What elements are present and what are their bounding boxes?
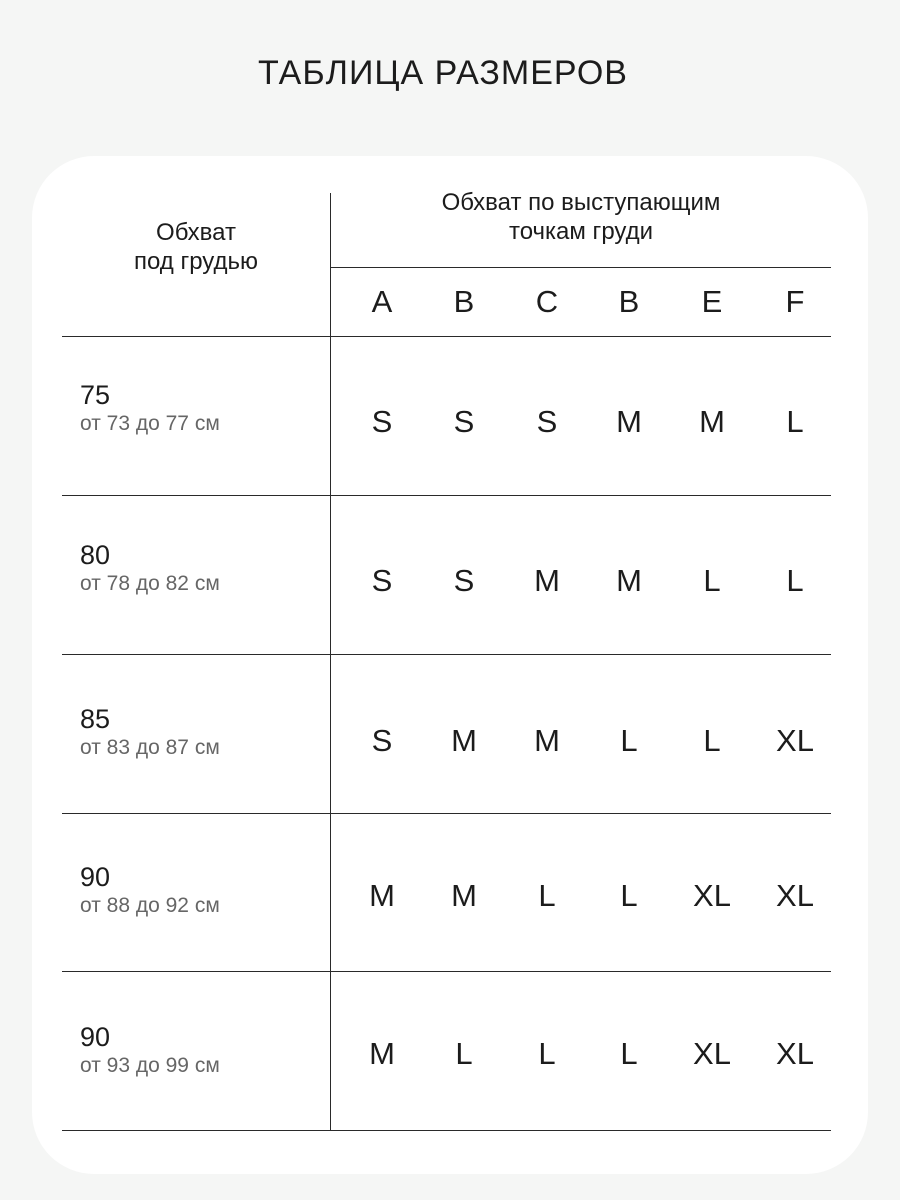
band-size: 75 bbox=[80, 380, 111, 410]
underbust-header-line-2: под грудью bbox=[133, 248, 259, 275]
size-cell: M bbox=[534, 563, 560, 598]
band-label bbox=[80, 540, 320, 598]
size-cell: L bbox=[703, 723, 721, 758]
column-divider bbox=[330, 193, 331, 1131]
band-size: 85 bbox=[80, 704, 111, 734]
cup-header: C bbox=[535, 284, 559, 319]
table-bottom-line bbox=[62, 1130, 831, 1131]
cup-header: A bbox=[371, 284, 393, 319]
size-cell: L bbox=[455, 1036, 473, 1071]
underbust-header bbox=[62, 218, 330, 276]
row-divider bbox=[62, 971, 831, 972]
cup-header: F bbox=[785, 284, 805, 319]
band-label bbox=[80, 380, 320, 438]
size-cell: M bbox=[451, 723, 477, 758]
size-cell: XL bbox=[693, 1036, 731, 1071]
size-cell: L bbox=[620, 878, 638, 913]
underbust-header-line-1: Обхват bbox=[156, 219, 236, 246]
band-range: от 73 до 77 см bbox=[80, 412, 220, 435]
band-size: 90 bbox=[80, 862, 111, 892]
size-cell: XL bbox=[693, 878, 731, 913]
size-cell: M bbox=[451, 878, 477, 913]
band-range: от 78 до 82 см bbox=[80, 572, 220, 595]
size-cell: L bbox=[538, 878, 556, 913]
size-cell: M bbox=[369, 1036, 395, 1071]
row-divider bbox=[62, 495, 831, 496]
bust-header-line-1: Обхват по выступающим bbox=[441, 189, 721, 216]
band-range: от 93 до 99 см bbox=[80, 1054, 220, 1077]
band-range: от 88 до 92 см bbox=[80, 894, 220, 917]
band-size: 90 bbox=[80, 1022, 111, 1052]
row-divider bbox=[62, 813, 831, 814]
row-divider bbox=[62, 654, 831, 655]
size-cell: L bbox=[703, 563, 721, 598]
page-title: ТАБЛИЦА РАЗМЕРОВ bbox=[258, 54, 628, 92]
size-cell: S bbox=[453, 404, 475, 439]
band-label bbox=[80, 704, 320, 762]
size-cell: S bbox=[371, 404, 393, 439]
size-cell: L bbox=[538, 1036, 556, 1071]
size-cell: M bbox=[534, 723, 560, 758]
cup-header: E bbox=[701, 284, 723, 319]
band-label bbox=[80, 1022, 320, 1080]
size-cell: XL bbox=[776, 723, 814, 758]
size-cell: M bbox=[616, 563, 642, 598]
size-cell: S bbox=[536, 404, 558, 439]
size-cell: S bbox=[371, 723, 393, 758]
size-cell: L bbox=[786, 404, 804, 439]
size-cell: XL bbox=[776, 878, 814, 913]
size-cell: S bbox=[453, 563, 475, 598]
cup-header: B bbox=[618, 284, 640, 319]
size-cell: M bbox=[369, 878, 395, 913]
size-cell: L bbox=[786, 563, 804, 598]
size-cell: XL bbox=[776, 1036, 814, 1071]
band-label bbox=[80, 862, 320, 920]
header-subdivider bbox=[331, 267, 831, 268]
cup-header: B bbox=[453, 284, 475, 319]
bust-header-line-2: точкам груди bbox=[508, 218, 654, 245]
band-range: от 83 до 87 см bbox=[80, 736, 220, 759]
size-cell: M bbox=[616, 404, 642, 439]
size-cell: L bbox=[620, 723, 638, 758]
size-cell: M bbox=[699, 404, 725, 439]
bust-header bbox=[331, 188, 831, 246]
size-cell: S bbox=[371, 563, 393, 598]
header-divider bbox=[62, 336, 831, 337]
size-cell: L bbox=[620, 1036, 638, 1071]
band-size: 80 bbox=[80, 540, 111, 570]
